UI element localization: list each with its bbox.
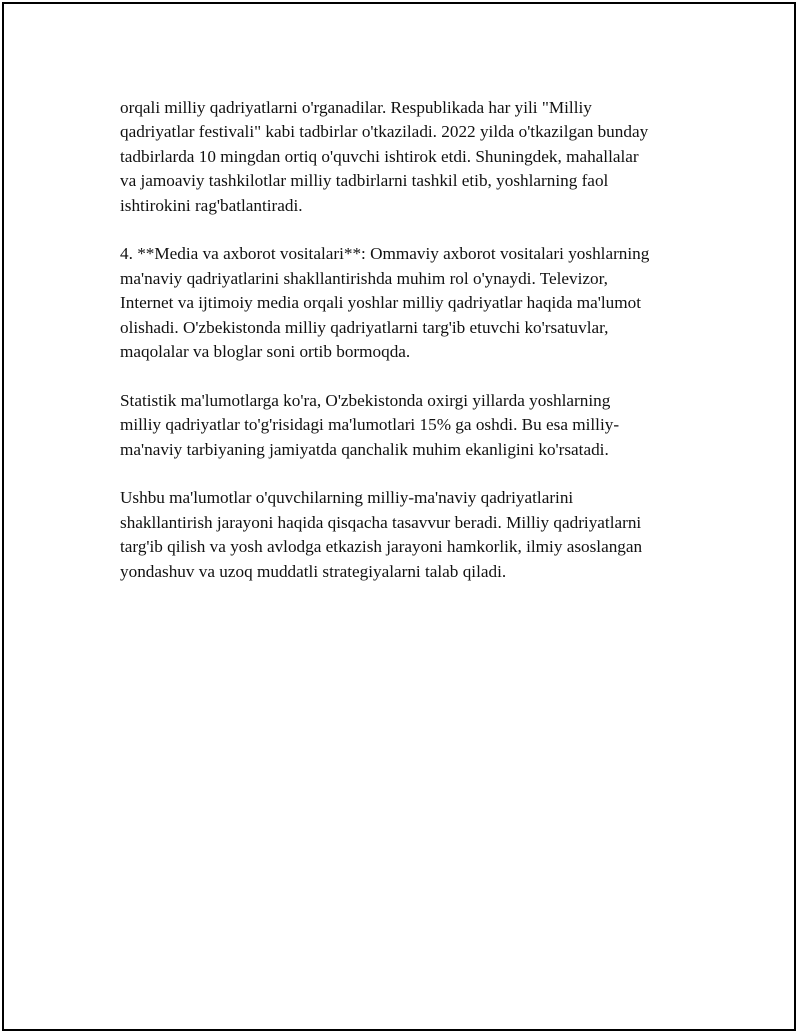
text-line: orqali milliy qadriyatlarni o'rganadilar. Respublikada har yili "Milliy: [120, 98, 592, 117]
paragraph-media: [120, 242, 700, 364]
document-page: [2, 2, 796, 1031]
text-line: Statistik ma'lumotlarga ko'ra, O'zbekistonda oxirgi yillarda yoshlarning: [120, 390, 611, 410]
text-line: 4. **Media va axborot vositalari**: Ommaviy axborot vositalari yoshlarning: [120, 244, 650, 264]
text-line: olishadi. O'zbekistonda milliy qadriyatlarni targ'ib etuvchi ko'rsatuvlar,: [120, 317, 609, 337]
text-line: Internet va ijtimoiy media orqali yoshlar milliy qadriyatlar haqida ma'lumot: [120, 293, 641, 313]
paragraph-statistics: [120, 389, 700, 462]
text-line: shakllantirish jarayoni haqida qisqacha tasavvur beradi. Milliy qadriyatlarni: [120, 512, 642, 532]
text-line: maqolalar va bloglar soni ortib bormoqda.: [120, 342, 411, 362]
text-line: milliy qadriyatlar to'g'risidagi ma'lumotlari 15% ga oshdi. Bu esa milliy-: [120, 415, 620, 435]
document-body: [120, 96, 700, 608]
paragraph-festival: [120, 96, 700, 218]
text-line: va jamoaviy tashkilotlar milliy tadbirlarni tashkil etib, yoshlarning faol: [120, 171, 609, 191]
text-line: ma'naviy qadriyatlarini shakllantirishda muhim rol o'ynaydi. Televizor,: [120, 268, 608, 288]
text-line: yondashuv va uzoq muddatli strategiyalarni talab qiladi.: [120, 561, 507, 581]
text-line: ishtirokini rag'batlantiradi.: [120, 195, 303, 215]
text-line: targ'ib qilish va yosh avlodga etkazish jarayoni hamkorlik, ilmiy asoslangan: [120, 537, 643, 557]
text-line: ma'naviy tarbiyaning jamiyatda qanchalik muhim ekanligini ko'rsatadi.: [120, 439, 609, 459]
paragraph-conclusion: [120, 486, 700, 584]
text-line: tadbirlarda 10 mingdan ortiq o'quvchi ishtirok etdi. Shuningdek, mahallalar: [120, 146, 639, 166]
text-line: qadriyatlar festivali" kabi tadbirlar o'tkaziladi. 2022 yilda o'tkazilgan bunday: [120, 122, 649, 142]
text-line: Ushbu ma'lumotlar o'quvchilarning milliy-ma'naviy qadriyatlarini: [120, 488, 574, 508]
